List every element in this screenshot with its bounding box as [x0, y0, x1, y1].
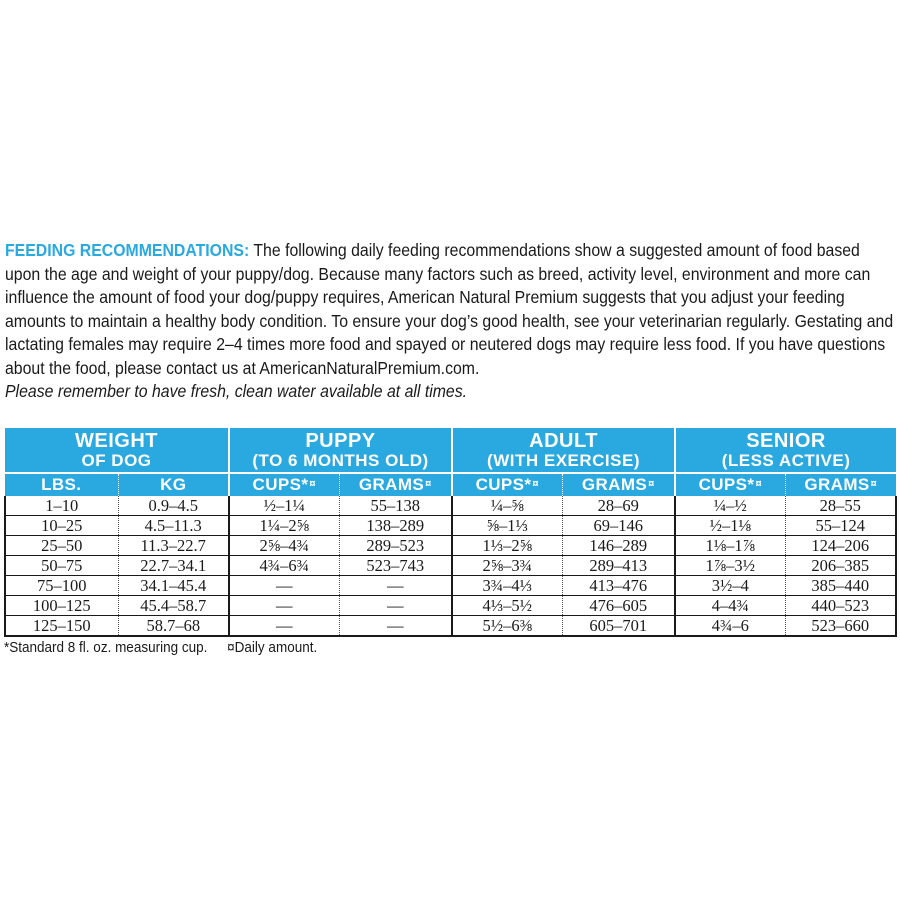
cell-kg: 58.7–68	[118, 616, 229, 637]
column-header-adult-grams: GRAMS¤	[562, 473, 675, 496]
table-row	[5, 536, 896, 556]
cell-puppy-cups: —	[229, 616, 339, 637]
table-row	[5, 576, 896, 596]
cell-senior-cups: 4–4¾	[675, 596, 785, 616]
cell-senior-grams: 523–660	[785, 616, 896, 637]
cell-lbs: 125–150	[5, 616, 118, 637]
water-reminder: Please remember to have fresh, clean water available at all times.	[5, 381, 468, 401]
cell-adult-grams: 69–146	[562, 516, 675, 536]
cell-lbs: 100–125	[5, 596, 118, 616]
cell-adult-grams: 289–413	[562, 556, 675, 576]
cell-senior-cups: 1⅛–1⅞	[675, 536, 785, 556]
group-header-senior: SENIOR (LESS ACTIVE)	[675, 428, 896, 473]
cell-kg: 45.4–58.7	[118, 596, 229, 616]
table-row	[5, 516, 896, 536]
table-row	[5, 596, 896, 616]
cell-adult-cups: 5½–6⅜	[452, 616, 562, 637]
cell-senior-grams: 28–55	[785, 496, 896, 516]
cell-senior-grams: 206–385	[785, 556, 896, 576]
cell-kg: 11.3–22.7	[118, 536, 229, 556]
cell-senior-grams: 124–206	[785, 536, 896, 556]
cell-puppy-cups: 2⅝–4¾	[229, 536, 339, 556]
footnote-cups: *Standard 8 fl. oz. measuring cup.	[4, 639, 208, 656]
cell-senior-cups: 1⅞–3½	[675, 556, 785, 576]
cell-senior-cups: 4¾–6	[675, 616, 785, 637]
cell-senior-cups: ½–1⅛	[675, 516, 785, 536]
cell-kg: 0.9–4.5	[118, 496, 229, 516]
cell-senior-grams: 385–440	[785, 576, 896, 596]
cell-puppy-grams: —	[339, 596, 452, 616]
cell-puppy-grams: 55–138	[339, 496, 452, 516]
column-header-puppy-cups: CUPS*¤	[229, 473, 339, 496]
group-header-row	[5, 428, 896, 473]
feeding-intro-heading: FEEDING RECOMMENDATIONS:	[5, 240, 250, 260]
table-row	[5, 616, 896, 637]
cell-adult-cups: 2⅝–3¾	[452, 556, 562, 576]
column-header-adult-cups: CUPS*¤	[452, 473, 562, 496]
cell-adult-grams: 476–605	[562, 596, 675, 616]
cell-adult-cups: ¼–⅝	[452, 496, 562, 516]
column-header-puppy-grams: GRAMS¤	[339, 473, 452, 496]
cell-senior-cups: 3½–4	[675, 576, 785, 596]
cell-senior-cups: ¼–½	[675, 496, 785, 516]
feeding-table-wrap	[4, 428, 895, 637]
cell-adult-grams: 413–476	[562, 576, 675, 596]
cell-lbs: 25–50	[5, 536, 118, 556]
cell-senior-grams: 55–124	[785, 516, 896, 536]
cell-adult-grams: 146–289	[562, 536, 675, 556]
cell-kg: 34.1–45.4	[118, 576, 229, 596]
cell-adult-cups: 3¾–4⅓	[452, 576, 562, 596]
group-header-adult: ADULT (WITH EXERCISE)	[452, 428, 675, 473]
footnote-daily-amount: ¤Daily amount.	[227, 639, 318, 656]
feeding-table	[4, 428, 897, 637]
cell-puppy-cups: ½–1¼	[229, 496, 339, 516]
column-header-lbs: LBS.	[5, 473, 118, 496]
cell-lbs: 10–25	[5, 516, 118, 536]
group-header-puppy: PUPPY (TO 6 MONTHS OLD)	[229, 428, 452, 473]
cell-puppy-grams: 138–289	[339, 516, 452, 536]
cell-puppy-grams: 289–523	[339, 536, 452, 556]
cell-adult-cups: ⅝–1⅓	[452, 516, 562, 536]
cell-adult-grams: 28–69	[562, 496, 675, 516]
cell-adult-cups: 4⅓–5½	[452, 596, 562, 616]
cell-lbs: 1–10	[5, 496, 118, 516]
cell-senior-grams: 440–523	[785, 596, 896, 616]
cell-lbs: 75–100	[5, 576, 118, 596]
cell-puppy-grams: 523–743	[339, 556, 452, 576]
cell-puppy-cups: —	[229, 576, 339, 596]
cell-kg: 22.7–34.1	[118, 556, 229, 576]
group-header-weight: WEIGHT OF DOG	[5, 428, 229, 473]
column-header-senior-grams: GRAMS¤	[785, 473, 896, 496]
table-row	[5, 496, 896, 516]
cell-puppy-cups: 1¼–2⅝	[229, 516, 339, 536]
footnotes	[4, 639, 317, 657]
cell-adult-grams: 605–701	[562, 616, 675, 637]
cell-lbs: 50–75	[5, 556, 118, 576]
table-row	[5, 556, 896, 576]
cell-puppy-grams: —	[339, 616, 452, 637]
cell-kg: 4.5–11.3	[118, 516, 229, 536]
feeding-intro	[5, 239, 893, 404]
column-header-senior-cups: CUPS*¤	[675, 473, 785, 496]
cell-puppy-cups: —	[229, 596, 339, 616]
column-header-row	[5, 473, 896, 496]
cell-puppy-cups: 4¾–6¾	[229, 556, 339, 576]
cell-puppy-grams: —	[339, 576, 452, 596]
feeding-intro-body: The following daily feeding recommendations show a suggested amount of food based upon the age and weight of your puppy/dog. Because many factors such as breed, activity level, environment and more can influence the amount of food your dog/puppy requires, American Natural Premium suggests that you adjust your feeding amounts to maintain a healthy body condition. To ensure your dog’s good health, see your veterinarian regularly. Gestating and lactating females may require 2–4 times more food and spayed or neutered dogs may require less food. If you have questions about the food, please contact us at AmericanNaturalPremium.com.	[5, 240, 894, 378]
column-header-kg: KG	[118, 473, 229, 496]
cell-adult-cups: 1⅓–2⅝	[452, 536, 562, 556]
